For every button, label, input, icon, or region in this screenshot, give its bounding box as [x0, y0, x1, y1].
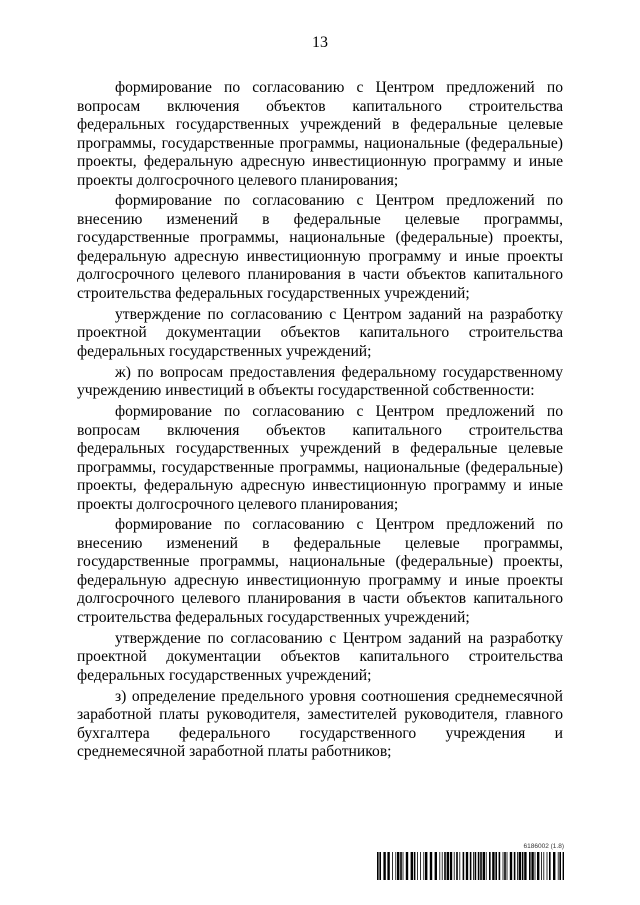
paragraph: формирование по согласованию с Центром предложений по вопросам включения объектов капитального строительства федеральных государственных учреждений в федеральные целевые программы, государственные программы, национальные (федеральные) проекты, федеральную адресную инвестиционную программу и иные проекты долгосрочного целевого планирования; — [77, 403, 563, 513]
document-body — [77, 79, 563, 764]
paragraph: формирование по согласованию с Центром предложений по внесению изменений в федеральные целевые программы, государственные программы, национальные (федеральные) проекты, федеральную адресную инвестиционную программу и иные проекты долгосрочного целевого планирования в части объектов капитального строительства федеральных государственных учреждений; — [77, 516, 563, 626]
paragraph: утверждение по согласованию с Центром заданий на разработку проектной документации объектов капитального строительства федеральных государственных учреждений; — [77, 629, 563, 684]
paragraph: з) определение предельного уровня соотношения среднемесячной заработной платы руководителя, заместителей руководителя, главного бухгалтера федерального государственного учреждения и среднемесячной заработной платы работников; — [77, 687, 563, 761]
paragraph: формирование по согласованию с Центром предложений по вопросам включения объектов капитального строительства федеральных государственных учреждений в федеральные целевые программы, государственные программы, национальные (федеральные) проекты, федеральную адресную инвестиционную программу и иные проекты долгосрочного целевого планирования; — [77, 79, 563, 189]
document-code: 6186002 (1.8) — [523, 843, 564, 850]
paragraph: ж) по вопросам предоставления федеральному государственному учреждению инвестиций в объекты государственной собственности: — [77, 363, 563, 400]
barcode-icon — [377, 852, 564, 880]
paragraph: формирование по согласованию с Центром предложений по внесению изменений в федеральные целевые программы, государственные программы, национальные (федеральные) проекты, федеральную адресную инвестиционную программу и иные проекты долгосрочного целевого планирования в части объектов капитального строительства федеральных государственных учреждений; — [77, 192, 563, 302]
paragraph: утверждение по согласованию с Центром заданий на разработку проектной документации объектов капитального строительства федеральных государственных учреждений; — [77, 305, 563, 360]
page-number: 13 — [312, 34, 328, 51]
